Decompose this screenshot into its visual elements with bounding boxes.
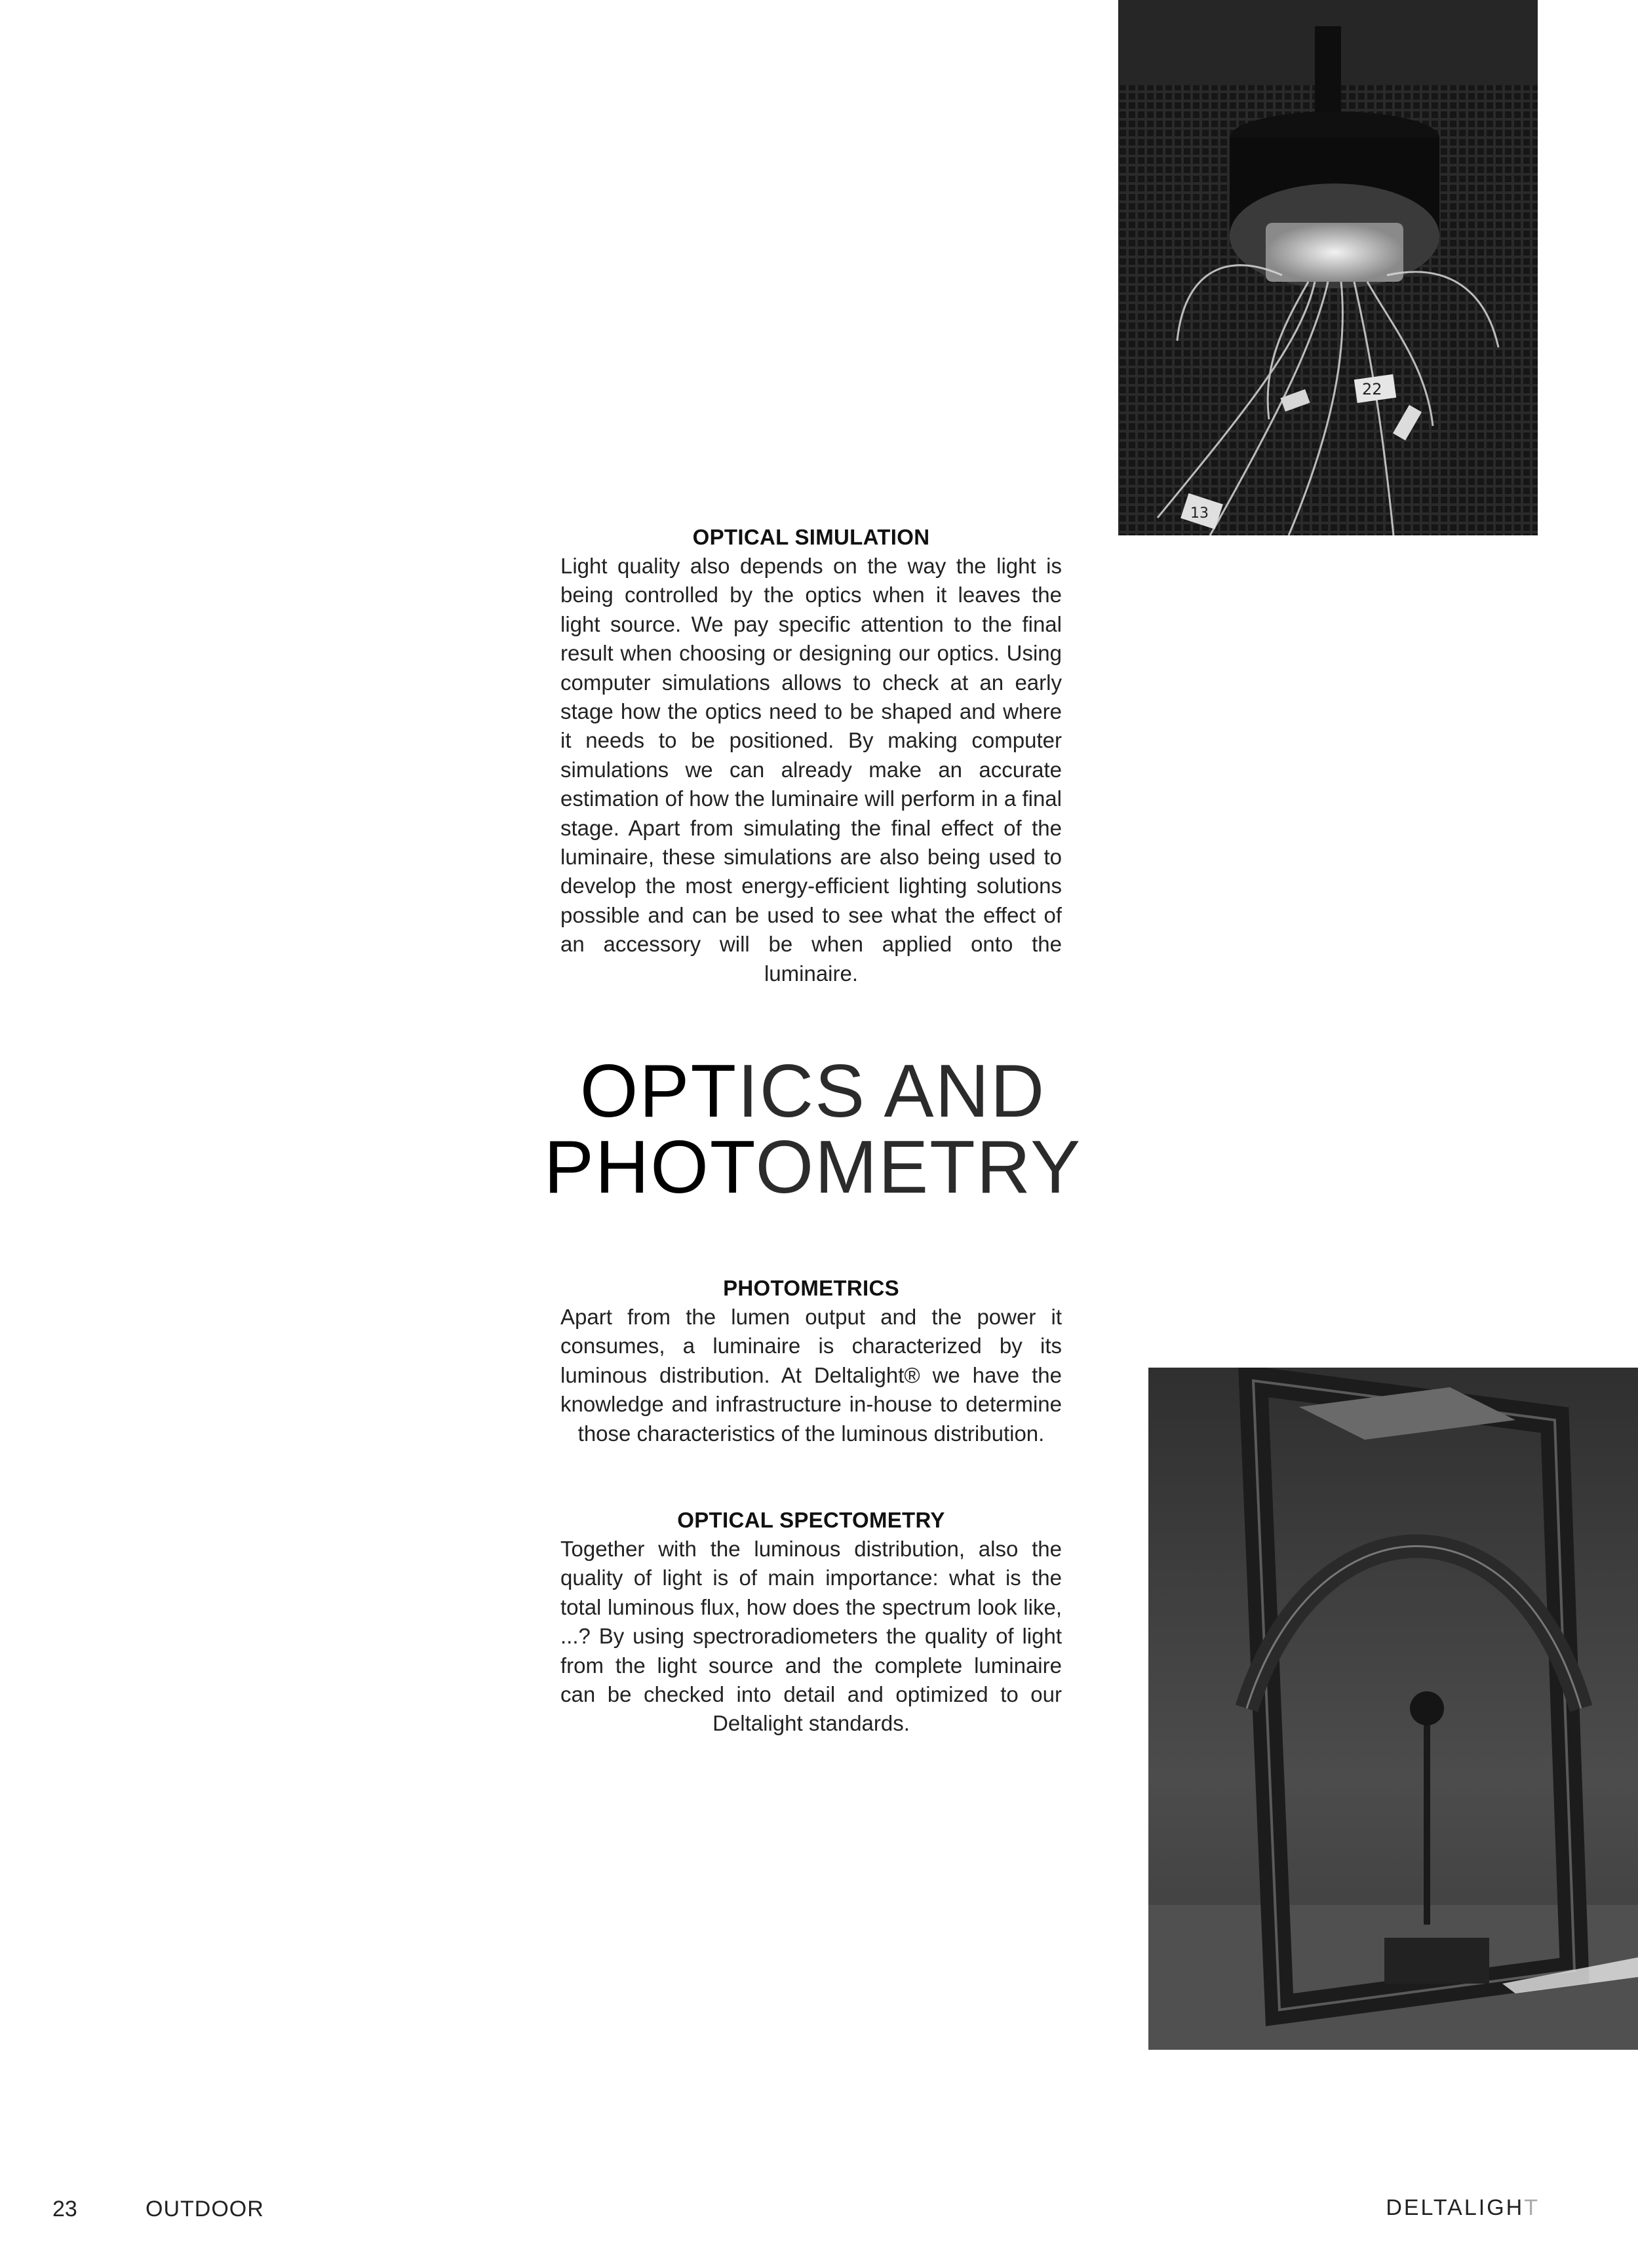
optical-spectometry-body: Together with the luminous distribution, also the quality of light is of main importance: what is the total luminous flux, how does the spectrum look like, ...? By using spectroradiometers the quality of light from the light source and the complete luminaire can be checked into detail and optimized to our Deltalight standards. [560, 1537, 1062, 1736]
section-label: OUTDOOR [146, 2197, 264, 2221]
photometrics-heading: PHOTOMETRICS [723, 1276, 899, 1300]
brand-logo-main: DELTALIGH [1386, 2195, 1525, 2220]
title-line-1 [511, 1050, 1114, 1133]
wire-tag-label-22: 22 [1362, 380, 1382, 398]
optical-simulation-body: Light quality also depends on the way the light is being controlled by the optics when it leaves the light source. We pay specific attention to the final result when choosing or designing our optics. Using computer simulations allows to check at an early stage how the optics need to be shaped and where it needs to be positioned. By making computer simulations we can already make an accurate estimation of how the luminaire will perform in a final stage. Apart from simulating the final effect of the luminaire, these simulations are also being used to develop the most energy-efficient lighting solutions possible and can be used to see what the effect of an accessory will be when applied onto the luminaire. [560, 554, 1062, 986]
brand-logo [1386, 2195, 1540, 2221]
title-line-1-bold: OPT [579, 1050, 738, 1133]
optical-simulation-section [560, 523, 1062, 988]
optical-spectometry-section [560, 1506, 1062, 1739]
brand-logo-end: T [1524, 2195, 1540, 2220]
title-line-2 [511, 1126, 1114, 1209]
title-line-2-light: OMETRY [755, 1126, 1082, 1209]
wire-tag-label-13: 13 [1190, 505, 1209, 522]
page-title [511, 1050, 1114, 1209]
luminaire-test-photo [1118, 0, 1538, 535]
optical-simulation-heading: OPTICAL SIMULATION [692, 525, 930, 549]
title-line-2-bold: PHOT [543, 1126, 756, 1209]
goniophotometer-photo [1148, 1368, 1638, 2050]
page-number: 23 [52, 2197, 77, 2221]
photometrics-body: Apart from the lumen output and the power it consumes, a luminaire is characterized by its luminous distribution. At Deltalight® we have the knowledge and infrastructure in-house to determine those characteristics of the luminous distribution. [560, 1305, 1062, 1446]
title-line-1-light: ICS AND [737, 1050, 1046, 1133]
optical-spectometry-heading: OPTICAL SPECTOMETRY [677, 1508, 945, 1532]
photometrics-section [560, 1274, 1062, 1448]
